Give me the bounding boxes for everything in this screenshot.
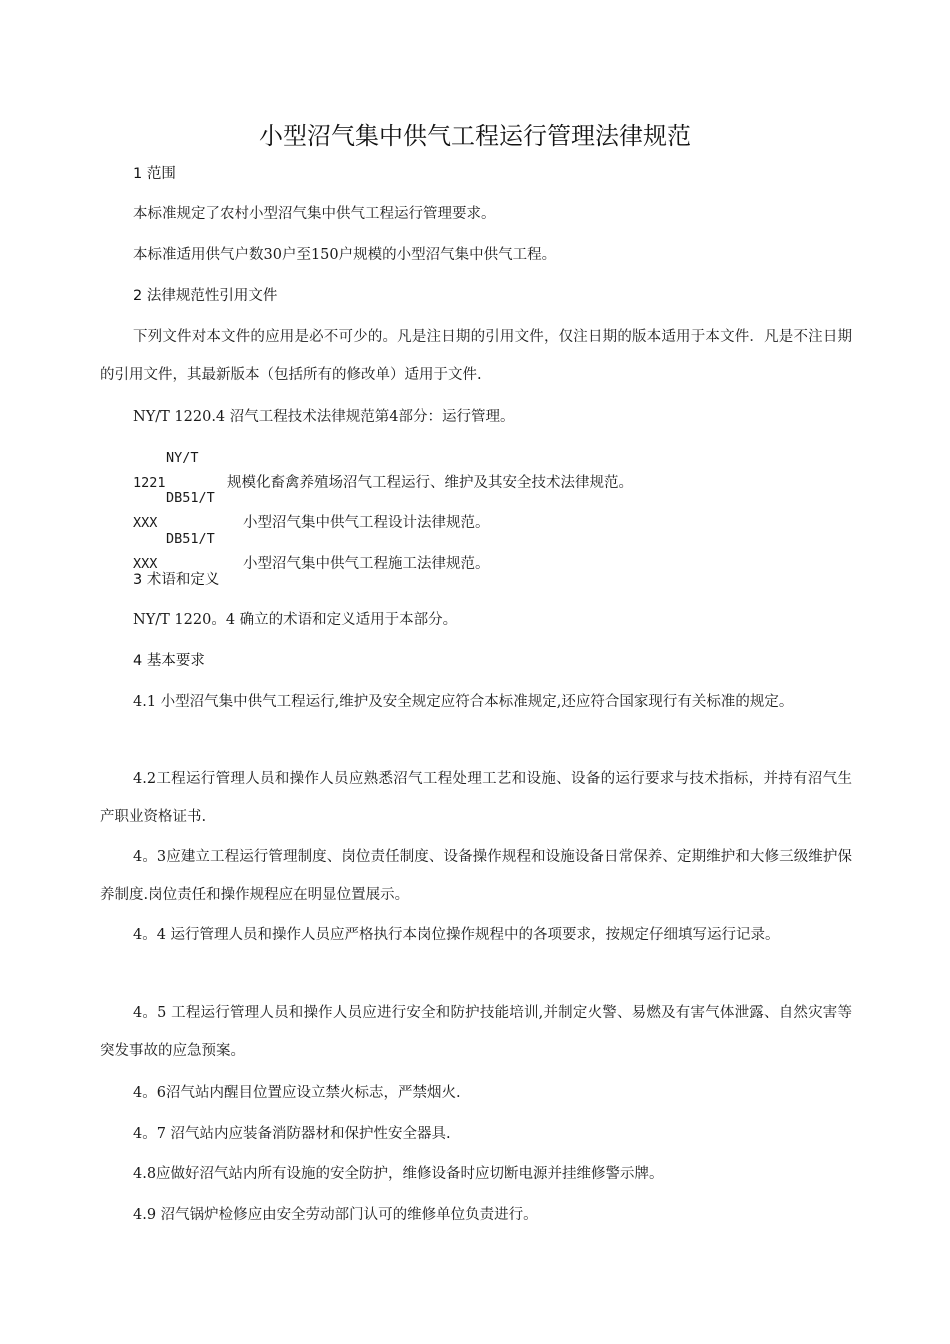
reference-code: DB51/T XXX — [133, 490, 215, 531]
section-heading-normative-references: 2 法律规范性引用文件 — [133, 288, 278, 304]
reference-code: DB51/T XXX — [133, 531, 215, 572]
reference-text: 小型沼气集中供气工程设计法律规范。 — [243, 515, 490, 531]
reference-text: 小型沼气集中供气工程施工法律规范。 — [243, 556, 490, 572]
section-heading-scope: 1 范围 — [133, 166, 176, 182]
reference-text: 规模化畜禽养殖场沼气工程运行、维护及其安全技术法律规范。 — [227, 475, 633, 491]
requirement-item: 4。3应建立工程运行管理制度、岗位责任制度、设备操作规程和设施设备日常保养、定期维护和大修三级维护保养制度.岗位责任和操作规程应在明显位置展示。 — [100, 849, 852, 903]
requirement-item: 4。5 工程运行管理人员和操作人员应进行安全和防护技能培训,并制定火警、易燃及有害气体泄露、自然灾害等突发事故的应急预案。 — [100, 1005, 852, 1059]
requirement-item: 4。4 运行管理人员和操作人员应严格执行本岗位操作规程中的各项要求，按规定仔细填写运行记录。 — [133, 927, 780, 943]
paragraph: 本标准适用供气户数30户至150户规模的小型沼气集中供气工程。 — [133, 247, 557, 263]
section-heading-terms: 3 术语和定义 — [133, 572, 220, 588]
requirement-item: 4.9 沼气锅炉检修应由安全劳动部门认可的维修单位负责进行。 — [133, 1207, 538, 1223]
reference-item: NY/T 1220.4 沼气工程技术法律规范第4部分：运行管理。 — [133, 409, 515, 425]
section-heading-basic-requirements: 4 基本要求 — [133, 653, 205, 669]
reference-code: NY/T 1221 — [133, 450, 199, 491]
requirement-item: 4.2工程运行管理人员和操作人员应熟悉沼气工程处理工艺和设施、设备的运行要求与技术指标，并持有沼气生产职业资格证书. — [100, 771, 852, 825]
requirement-item: 4.1 小型沼气集中供气工程运行,维护及安全规定应符合本标准规定,还应符合国家现行有关标准的规定。 — [133, 694, 794, 710]
paragraph: 本标准规定了农村小型沼气集中供气工程运行管理要求。 — [133, 206, 496, 222]
requirement-item: 4.8应做好沼气站内所有设施的安全防护，维修设备时应切断电源并挂维修警示牌。 — [133, 1166, 664, 1182]
paragraph: NY/T 1220。4 确立的术语和定义适用于本部分。 — [133, 612, 458, 628]
paragraph: 下列文件对本文件的应用是必不可少的。凡是注日期的引用文件，仅注日期的版本适用于本文件．凡是不注日期的引用文件，其最新版本（包括所有的修改单）适用于文件. — [100, 329, 852, 383]
requirement-item: 4。6沼气站内醒目位置应设立禁火标志，严禁烟火. — [133, 1085, 461, 1101]
requirement-item: 4。7 沼气站内应装备消防器材和保护性安全器具. — [133, 1126, 451, 1142]
document-title: 小型沼气集中供气工程运行管理法律规范 — [259, 122, 691, 150]
